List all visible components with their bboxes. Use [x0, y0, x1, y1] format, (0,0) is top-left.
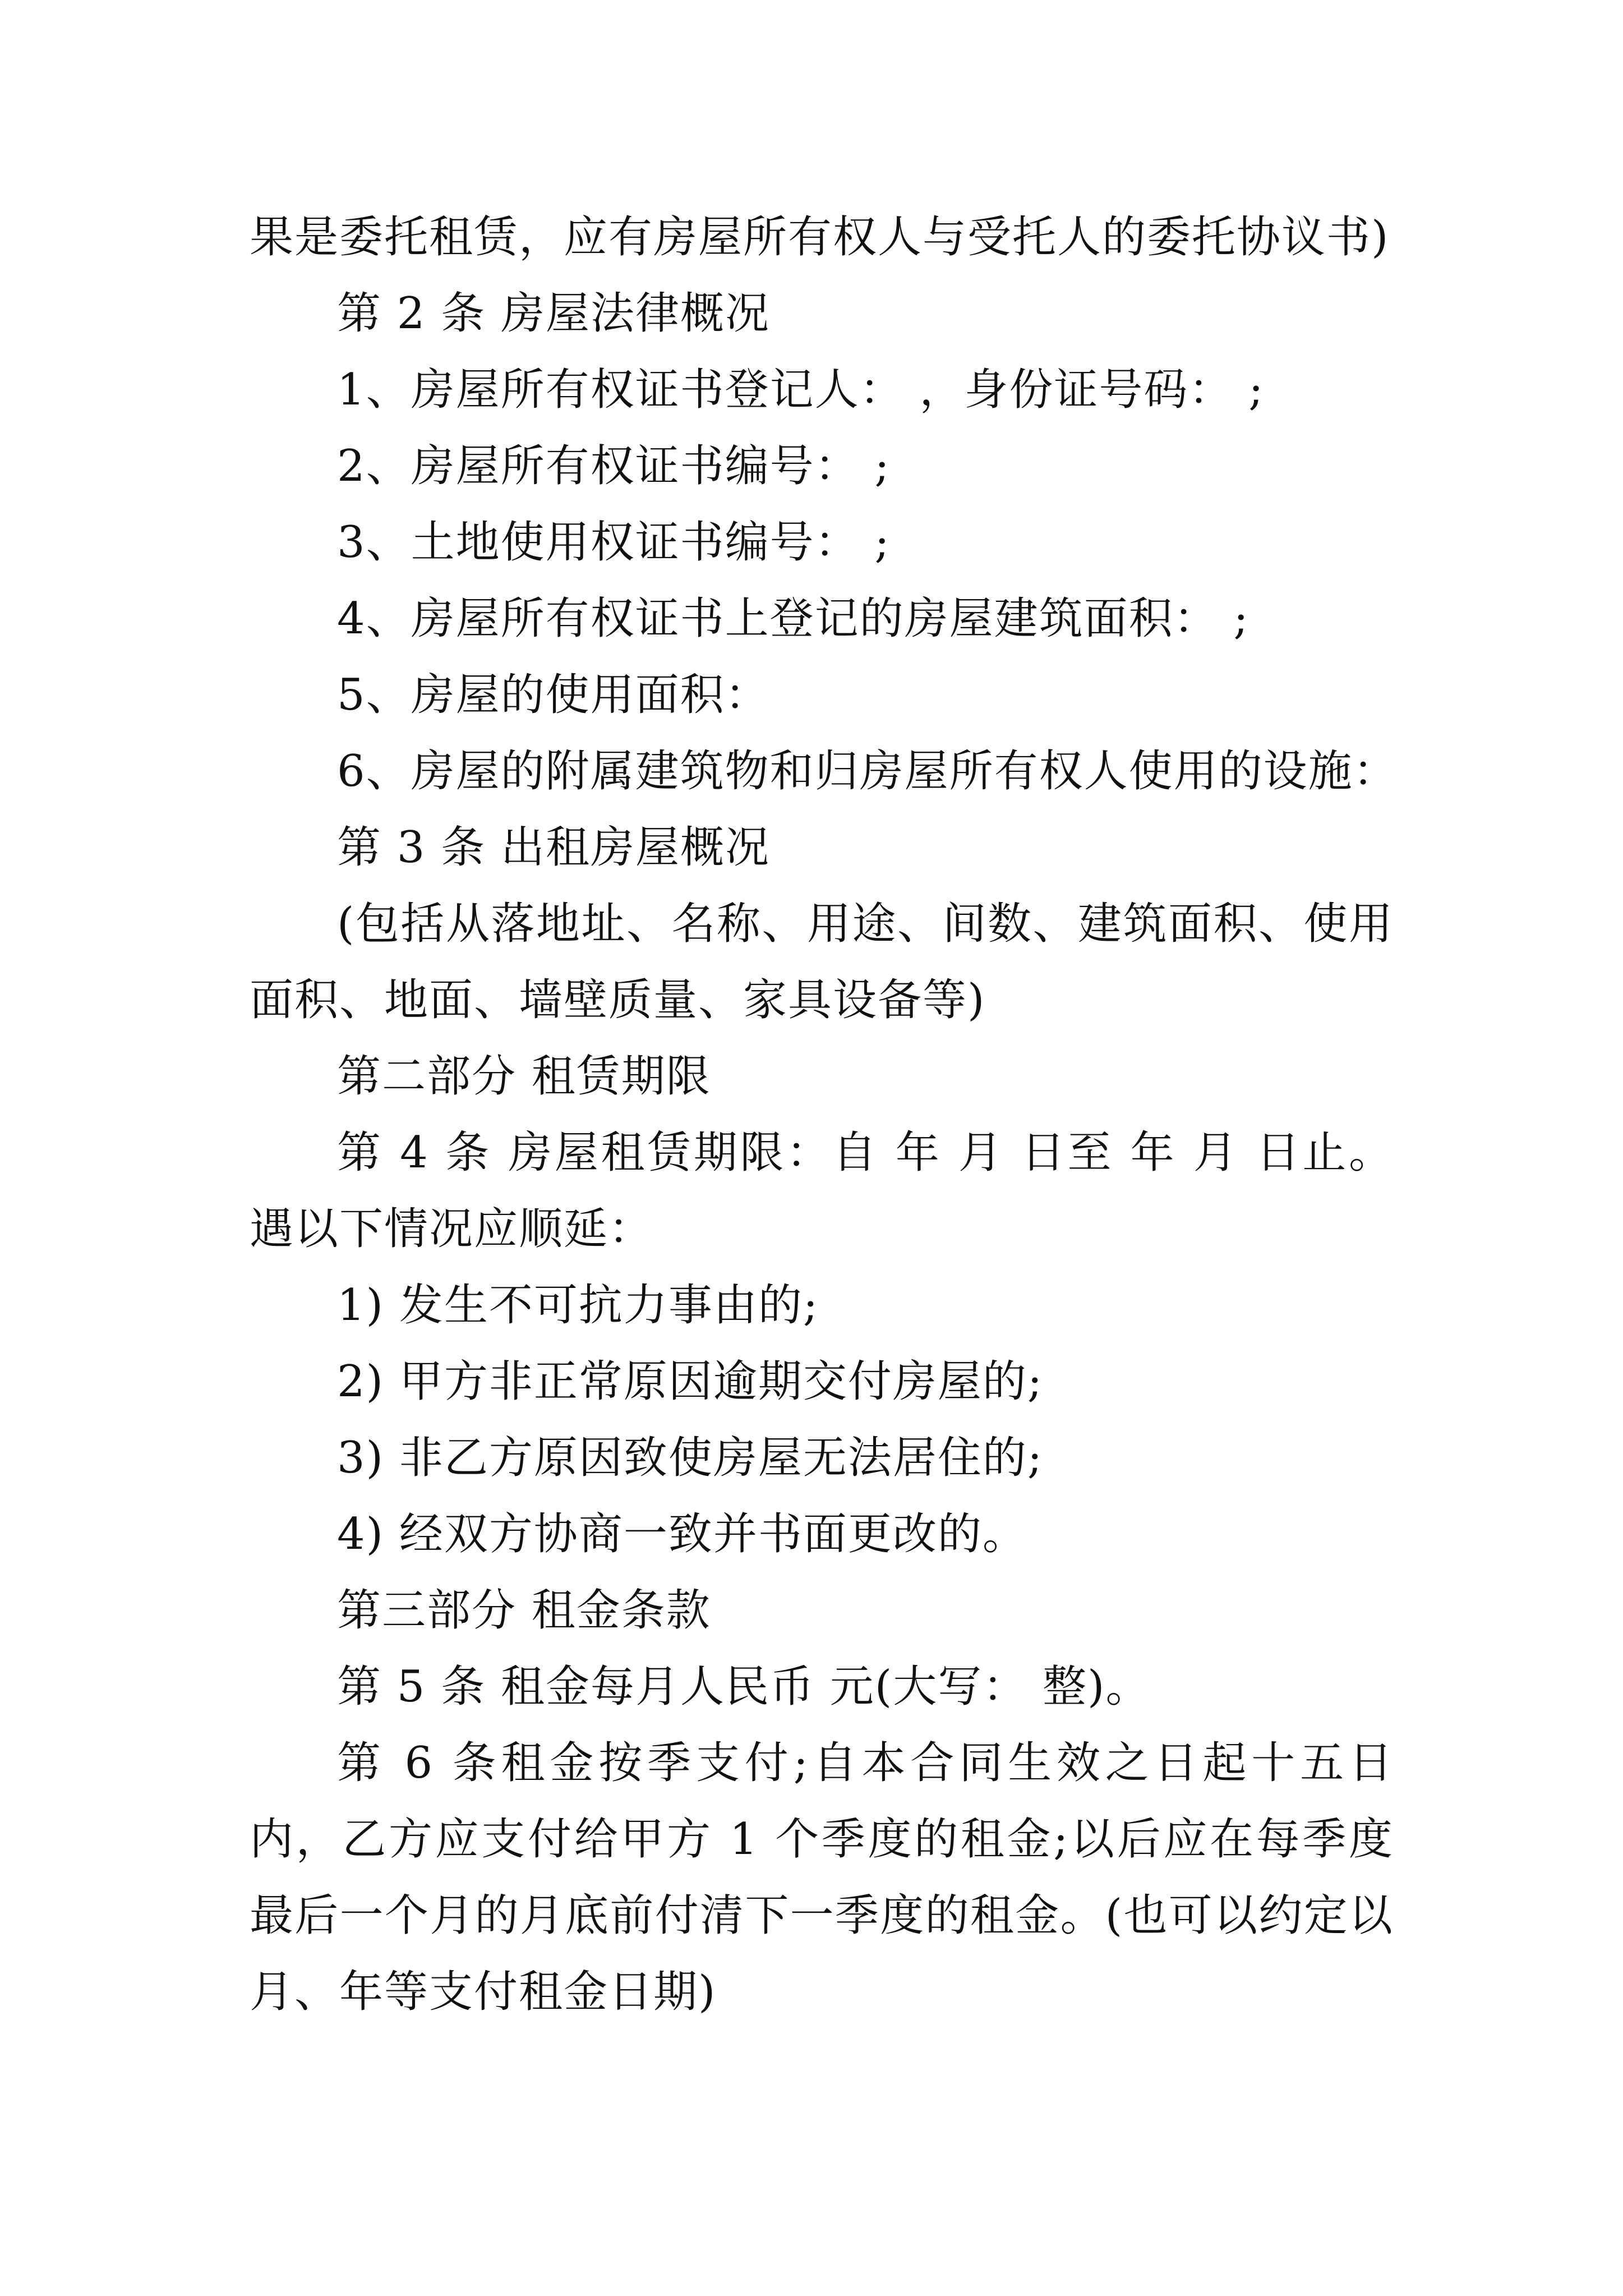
article-2-heading: 第 2 条 房屋法律概况	[337, 288, 771, 339]
article-3-heading: 第 3 条 出租房屋概况	[337, 822, 771, 873]
list-item: 6、房屋的附属建筑物和归房屋所有权人使用的设施：	[337, 746, 1398, 797]
list-item: 4) 经双方协商一致并书面更改的。	[337, 1509, 1027, 1559]
list-item: 5、房屋的使用面积：	[337, 670, 770, 720]
paragraph: 第 6 条租金按季支付;自本合同生效之日起十五日内，乙方应支付给甲方 1 个季度的租金;以后应在每季度最后一个月的月底前付清下一季度的租金。(也可以约定以月、年等支付租金日期)	[250, 1738, 1394, 2017]
continuation-line: 果是委托租赁，应有房屋所有权人与受托人的委托协议书)	[250, 212, 1390, 263]
list-item: 1、房屋所有权证书登记人： ，身份证号码： ;	[337, 365, 1265, 415]
section-heading: 第三部分 租金条款	[337, 1585, 711, 1636]
paragraph: (包括从落地址、名称、用途、间数、建筑面积、使用面积、地面、墙壁质量、家具设备等)	[250, 899, 1394, 1025]
list-item: 3) 非乙方原因致使房屋无法居住的;	[337, 1433, 1044, 1483]
document-body	[250, 199, 1398, 2030]
list-item: 1) 发生不可抗力事由的;	[337, 1280, 819, 1331]
list-item: 2) 甲方非正常原因逾期交付房屋的;	[337, 1356, 1044, 1407]
section-heading: 第二部分 租赁期限	[337, 1051, 711, 1102]
paragraph: 第 4 条 房屋租赁期限：自 年 月 日至 年 月 日止。遇以下情况应顺延：	[250, 1128, 1394, 1254]
list-item: 4、房屋所有权证书上登记的房屋建筑面积： ;	[337, 593, 1249, 644]
list-item: 2、房屋所有权证书编号： ;	[337, 441, 891, 491]
article-5-line: 第 5 条 租金每月人民币 元(大写： 整)。	[337, 1662, 1151, 1712]
list-item: 3、土地使用权证书编号： ;	[337, 517, 891, 568]
